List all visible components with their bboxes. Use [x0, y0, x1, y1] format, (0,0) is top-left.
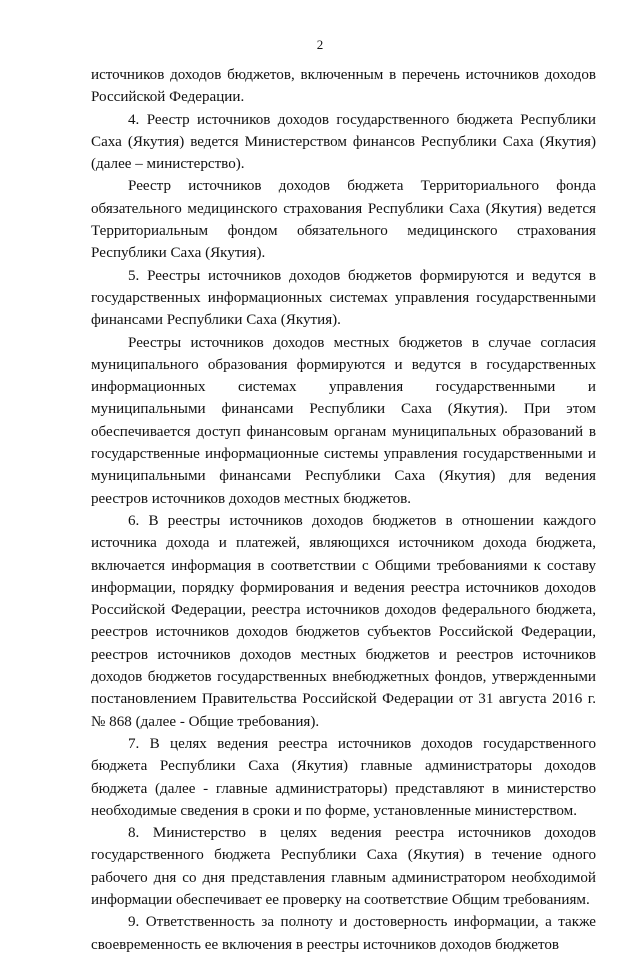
paragraph-item-4-fund: Реестр источников доходов бюджета Территориального фонда обязательного медицинского страхования Республики Саха (Якутия) ведется Территориальным фондом обязательного медицинского страхования Республики Саха (Якутия). — [91, 178, 596, 262]
paragraph-item-4: 4. Реестр источников доходов государственного бюджета Республики Саха (Якутия) ведется Министерством финансов Республики Саха (Якутия) (далее – министерство). — [91, 111, 596, 173]
document-body — [91, 64, 596, 956]
paragraph-continuation: источников доходов бюджетов, включенным в перечень источников доходов Российской Федерации. — [91, 67, 596, 106]
paragraph-item-7: 7. В целях ведения реестра источников доходов государственного бюджета Республики Саха (Якутия) главные администраторы доходов бюджета (далее - главные администраторы) представляют в министерство необходимые сведения в сроки и по форме, установленные министерством. — [91, 735, 596, 819]
paragraph-item-6: 6. В реестры источников доходов бюджетов в отношении каждого источника дохода и платежей, являющихся источником дохода бюджета, включается информация в соответствии с Общими требованиями к составу информации, порядку формирования и ведения реестра источников доходов Российской Федерации, реестра источников доходов федерального бюджета, реестров источников доходов бюджетов субъектов Российской Федерации, реестров источников доходов местных бюджетов и реестров источников доходов бюджетов государственных внебюджетных фондов, утвержденными постановлением Правительства Российской Федерации от 31 августа 2016 г. № 868 (далее - Общие требования). — [91, 512, 596, 730]
paragraph-item-5-local: Реестры источников доходов местных бюджетов в случае согласия муниципального образования формируются и ведутся в государственных информационных системах управления государственными и муниципальными финансами Республики Саха (Якутия). При этом обеспечивается доступ финансовым органам муниципальных образований в государственные информационные системы управления государственными и муниципальными финансами Республики Саха (Якутия) для ведения реестров источников доходов местных бюджетов. — [91, 334, 596, 507]
paragraph-item-5: 5. Реестры источников доходов бюджетов формируются и ведутся в государственных информационных системах управления государственными финансами Республики Саха (Якутия). — [91, 267, 596, 329]
page-number: 2 — [316, 37, 324, 52]
paragraph-item-9: 9. Ответственность за полноту и достоверность информации, а также своевременность ее включения в реестры источников доходов бюджетов — [91, 914, 596, 953]
paragraph-item-8: 8. Министерство в целях ведения реестра источников доходов государственного бюджета Республики Саха (Якутия) в течение одного рабочего дня со дня представления главным администратором необходимой информации обеспечивает ее проверку на соответствие Общим требованиям. — [91, 825, 596, 908]
